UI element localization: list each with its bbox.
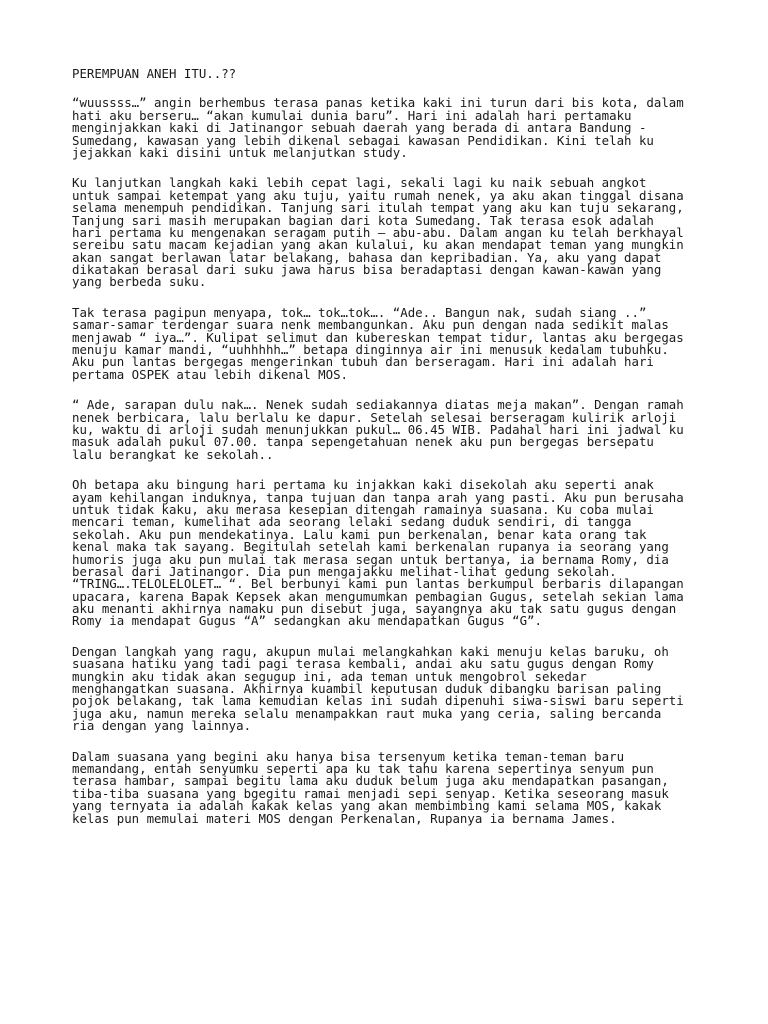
paragraph-line: menuju kamar mandi, “uuhhhhh…” betapa dinginnya air ini menusuk kedalam tubuhku. xyxy=(72,342,669,358)
paragraph-line: Aku pun lantas bergegas mengerinkan tubuh dan berseragam. Hari ini adalah hari xyxy=(72,354,654,370)
paragraph-line: aku menanti akhirnya namaku pun disebut juga, sayangnya aku tak satu gugus dengan xyxy=(72,601,677,617)
paragraph-line: “ Ade, sarapan dulu nak…. Nenek sudah sediakannya diatas meja makan”. Dengan ramah xyxy=(72,397,684,413)
paragraph-line: hari pertama ku mengenakan seragam putih – abu-abu. Dalam angan ku telah berkhayal xyxy=(72,224,684,240)
paragraph xyxy=(72,479,712,628)
paragraph-line: lalu berangkat ke sekolah.. xyxy=(72,446,274,462)
paragraph-line: menghangatkan suasana. Akhirnya kuambil keputusan duduk dibangku barisan paling xyxy=(72,681,662,697)
paragraph-line: akan sangat berlawan latar belakang, bahasa dan kepribadian. Ya, aku yang dapat xyxy=(72,249,662,265)
paragraph-line: “wuussss…” angin berhembus terasa panas ketika kaki ini turun dari bis kota, dalam xyxy=(72,95,684,111)
paragraph xyxy=(72,304,712,382)
paragraph-line: memandang, entah senyumku seperti apa ku tak tahu karena sepertinya senyum pun xyxy=(72,760,654,776)
paragraph-line: Sumedang, kawasan yang lebih dikenal sebagai kawasan Pendidikan. Kini telah ku xyxy=(72,132,654,148)
paragraph xyxy=(72,399,712,461)
paragraph-line: selama menempuh pendidikan. Tanjung sari itulah tempat yang aku kan tuju sekarang, xyxy=(72,200,684,216)
paragraph-line: yang ternyata ia adalah kakak kelas yang akan membimbing kami selama MOS, kakak xyxy=(72,798,662,814)
paragraph-line: Romy ia mendapat Gugus “A” sedangkan aku mendapatkan Gugus “G”. xyxy=(72,613,542,629)
paragraph-line: pojok belakang, tak lama kemudian kelas ini sudah dipenuhi siwa-siswi baru seperti xyxy=(72,693,684,709)
paragraph-line: “TRING….TELOLELOLET… “. Bel berbunyi kami pun lantas berkumpul berbaris dilapangan xyxy=(72,576,684,592)
paragraph-line: untuk sampai ketempat yang aku tuju, yaitu rumah nenek, ya aku akan tinggal disana xyxy=(72,187,684,203)
paragraph-line: nenek berbicara, lalu berlalu ke dapur. Setelah selesai berseragam kulirik arloji xyxy=(72,409,677,425)
paragraph-line: dikatakan berasal dari suku jawa harus bisa beradaptasi dengan kawan-kawan yang xyxy=(72,262,662,278)
paragraph-line: sekolah. Aku pun mendekatinya. Lalu kami pun berkenalan, benar kata orang tak xyxy=(72,526,647,542)
paragraph-line: ayam kehilangan induknya, tanpa tujuan dan tanpa arah yang pasti. Aku pun berusaha xyxy=(72,489,684,505)
paragraph-line: Dalam suasana yang begini aku hanya bisa tersenyum ketika teman-teman baru xyxy=(72,748,625,764)
document-page xyxy=(72,68,712,843)
paragraph-line: mungkin aku tidak akan segugup ini, ada teman untuk mengobrol sekedar xyxy=(72,668,587,684)
paragraph-line: Dengan langkah yang ragu, akupun mulai melangkahkan kaki menuju kelas baruku, oh xyxy=(72,643,669,659)
paragraph-line: sereibu satu macam kejadian yang akan kulalui, ku akan mendapat teman yang mungkin xyxy=(72,237,684,253)
paragraph-line: menginjakkan kaki di Jatinangor sebuah daerah yang berada di antara Bandung - xyxy=(72,120,647,136)
paragraph-line: Oh betapa aku bingung hari pertama ku injakkan kaki disekolah aku seperti anak xyxy=(72,477,654,493)
paragraph-line: untuk tidak kaku, aku merasa kesepian ditengah ramainya suasana. Ku coba mulai xyxy=(72,501,654,517)
paragraph-line: jejakkan kaki disini untuk melanjutkan study. xyxy=(72,144,408,160)
paragraph-line: pertama OSPEK atau lebih dikenal MOS. xyxy=(72,366,349,382)
paragraph-line: Tak terasa pagipun menyapa, tok… tok…tok…. “Ade.. Bangun nak, sudah siang ..” xyxy=(72,304,647,320)
paragraph-line: upacara, karena Bapak Kepsek akan mengumumkan pembagian Gugus, setelah sekian lama xyxy=(72,588,684,604)
paragraph-line: menjawab “ iya…”. Kulipat selimut dan kubereskan tempat tidur, lantas aku bergegas xyxy=(72,329,684,345)
paragraph-line: Ku lanjutkan langkah kaki lebih cepat lagi, sekali lagi ku naik sebuah angkot xyxy=(72,175,647,191)
paragraph xyxy=(72,643,712,734)
paragraph-line: samar-samar terdengar suara nenk membangunkan. Aku pun dengan nada sedikit malas xyxy=(72,317,669,333)
paragraph-line: humoris juga aku pun mulai tak merasa segan untuk bertanya, ia bernama Romy, dia xyxy=(72,551,669,567)
paragraph-line: berasal dari Jatinangor. Dia pun mengajakku melihat-lihat gedung sekolah. xyxy=(72,563,617,579)
paragraph-line: terasa hambar, sampai begitu lama aku duduk belum juga aku mendapatkan pasangan, xyxy=(72,773,669,789)
paragraph-line: Tanjung sari masih merupakan bagian dari kota Sumedang. Tak terasa esok adalah xyxy=(72,212,654,228)
paragraph-line: tiba-tiba suasana yang bgegitu ramai menjadi sepi senyap. Ketika seseorang masuk xyxy=(72,785,669,801)
document-body xyxy=(72,97,712,825)
paragraph-line: kenal maka tak sayang. Begitulah setelah kami berkenalan rupanya ia seorang yang xyxy=(72,539,669,555)
paragraph xyxy=(72,97,712,159)
paragraph-line: kelas pun memulai materi MOS dengan Perkenalan, Rupanya ia bernama James. xyxy=(72,810,617,826)
paragraph-line: yang berbeda suku. xyxy=(72,274,207,290)
paragraph-line: hati aku berseru… “akan kumulai dunia baru”. Hari ini adalah hari pertamaku xyxy=(72,107,632,123)
paragraph-line: masuk adalah pukul 07.00. tanpa sepengetahuan nenek aku pun bergegas bersepatu xyxy=(72,434,654,450)
paragraph-line: juga aku, namun mereka selalu menampakkan raut muka yang ceria, saling bercanda xyxy=(72,705,662,721)
paragraph-line: suasana hatiku yang tadi pagi terasa kembali, andai aku satu gugus dengan Romy xyxy=(72,656,654,672)
paragraph xyxy=(72,177,712,289)
paragraph-line: mencari teman, kumelihat ada seorang lelaki sedang duduk sendiri, di tangga xyxy=(72,514,632,530)
paragraph-line: ku, waktu di arloji sudah menunjukkan pukul… 06.45 WIB. Padahal hari ini jadwal ku xyxy=(72,422,684,437)
document-title: PEREMPUAN ANEH ITU..?? xyxy=(72,66,237,81)
paragraph xyxy=(72,748,712,826)
paragraph-line: ria dengan yang lainnya. xyxy=(72,718,252,734)
